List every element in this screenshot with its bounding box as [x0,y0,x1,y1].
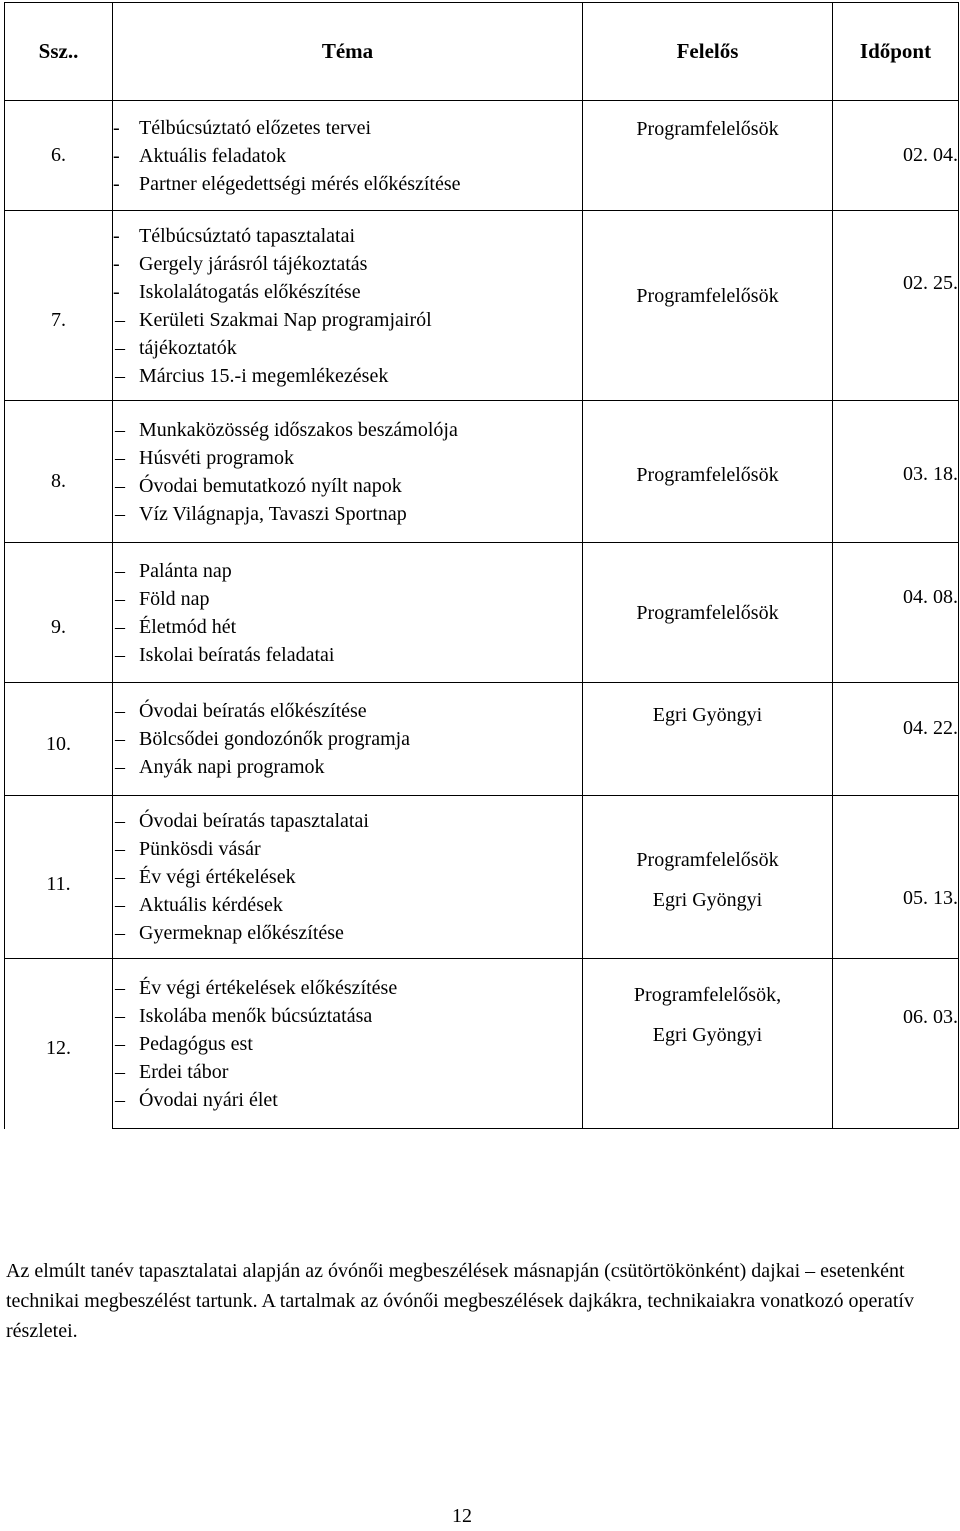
row-number: 6. [5,101,113,211]
topic-item: – Iskolai beíratás feladatai [113,641,582,669]
responsible-name: Egri Gyöngyi [652,889,763,911]
responsible-cell [583,959,833,1129]
page-number: 12 [452,1505,472,1527]
topic-cell [113,959,583,1129]
topic-item: – Erdei tábor [113,1058,582,1086]
table-row [5,211,959,401]
table-row [5,796,959,959]
header-responsible: Felelős [583,3,833,101]
topic-item: – Víz Világnapja, Tavaszi Sportnap [113,500,582,528]
responsible-name: Programfelelősök [636,463,779,486]
topic-item: - Partner elégedettségi mérés előkészítése [113,170,582,198]
date-cell: 04. 08. [833,543,959,683]
responsible-cell [583,211,833,401]
row-number: 11. [5,796,113,959]
header-date: Időpont [833,3,959,101]
responsible-name: Programfelelősök [636,601,779,624]
topic-item: – Év végi értékelések [113,863,582,891]
responsible-name: Egri Gyöngyi [652,1024,763,1046]
topic-item: – Pünkösdi vásár [113,835,582,863]
row-number: 7. [5,211,113,401]
date-cell: 04. 22. [833,683,959,796]
topic-item: – Aktuális kérdések [113,891,582,919]
responsible-name: Programfelelősök [636,284,779,307]
topic-item: – Gyermeknap előkészítése [113,919,582,947]
topic-cell [113,101,583,211]
topic-item: – Március 15.-i megemlékezések [113,362,582,390]
responsible-cell [583,101,833,211]
topic-item: – Óvodai bemutatkozó nyílt napok [113,472,582,500]
responsible-cell [583,683,833,796]
topic-cell [113,796,583,959]
responsible-name: Programfelelősök [636,849,779,871]
topic-item: - Iskolalátogatás előkészítése [113,278,582,306]
footer-note: Az elmúlt tanév tapasztalatai alapján az óvónői megbeszélések másnapján (csütörtökönként) dajkai – esetenként technikai megbeszélést tartunk. A tartalmak az óvónői megbeszélések dajkákra, technikaiakra vonatkozó operatív részletei. [6,1260,914,1342]
responsible-cell [583,543,833,683]
table-row [5,101,959,211]
topic-cell [113,683,583,796]
topic-item: – Munkaközösség időszakos beszámolója [113,416,582,444]
responsible-name: Egri Gyöngyi [652,704,763,726]
topic-item: – Pedagógus est [113,1030,582,1058]
topic-item: – Óvodai nyári élet [113,1086,582,1114]
responsible-name: Programfelelősök [636,118,779,140]
topic-item: – Év végi értékelések előkészítése [113,974,582,1002]
responsible-name: Programfelelősök, [633,984,782,1006]
date-cell: 03. 18. [833,401,959,543]
topic-item: - Aktuális feladatok [113,142,582,170]
topic-cell [113,401,583,543]
header-number: Ssz.. [5,3,113,101]
date-cell: 02. 04. [833,101,959,211]
topic-cell [113,211,583,401]
topic-item: – Bölcsődei gondozónők programja [113,725,582,753]
date-cell: 02. 25. [833,211,959,401]
topic-item: – Életmód hét [113,613,582,641]
schedule-table [4,2,959,1129]
topic-item: – Palánta nap [113,557,582,585]
table-row [5,401,959,543]
topic-item: - Télbúcsúztató előzetes tervei [113,114,582,142]
topic-item: – Húsvéti programok [113,444,582,472]
topic-cell [113,543,583,683]
header-topic: Téma [113,3,583,101]
table-row [5,959,959,1129]
date-cell: 05. 13. [833,796,959,959]
date-cell: 06. 03. [833,959,959,1129]
table-row [5,683,959,796]
topic-item: - Télbúcsúztató tapasztalatai [113,222,582,250]
topic-item: – Kerületi Szakmai Nap programjairól [113,306,582,334]
topic-item: – Anyák napi programok [113,753,582,781]
responsible-cell [583,401,833,543]
topic-item: – Óvodai beíratás előkészítése [113,697,582,725]
row-number: 10. [5,683,113,796]
topic-item: – tájékoztatók [113,334,582,362]
row-number: 9. [5,543,113,683]
topic-item: – Föld nap [113,585,582,613]
row-number: 12. [5,959,113,1129]
table-header-row [5,3,959,101]
topic-item: – Iskolába menők búcsúztatása [113,1002,582,1030]
topic-item: – Óvodai beíratás tapasztalatai [113,807,582,835]
topic-item: - Gergely járásról tájékoztatás [113,250,582,278]
table-row [5,543,959,683]
responsible-cell [583,796,833,959]
row-number: 8. [5,401,113,543]
